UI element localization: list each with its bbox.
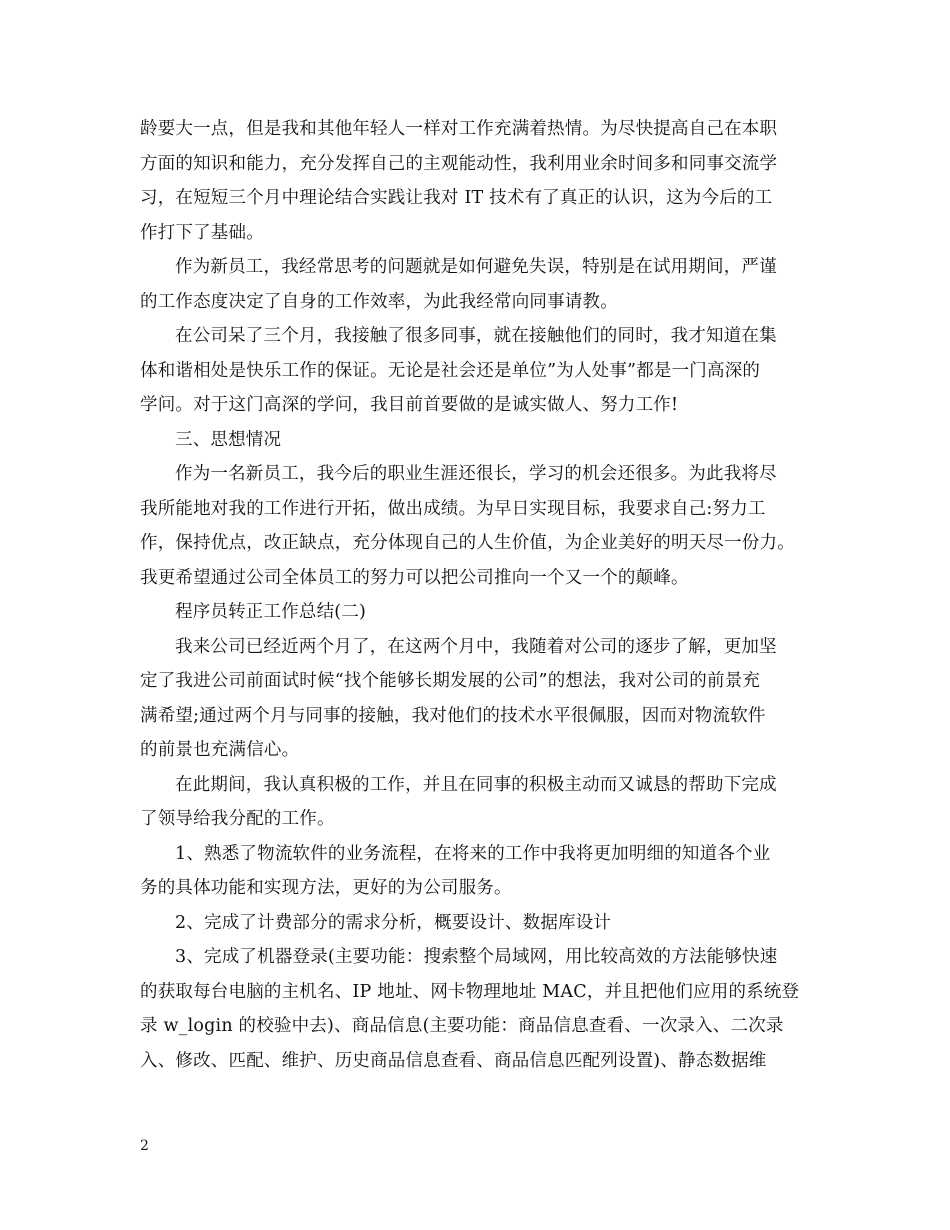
paragraph-line: 了领导给我分配的工作。 <box>140 809 335 829</box>
paragraph <box>140 457 820 595</box>
paragraph-line: 学问。对于这门高深的学问，我目前首要做的是诚实做人、努力工作! <box>140 395 679 415</box>
paragraph <box>140 250 820 319</box>
paragraph-line: 程序员转正工作总结(二) <box>175 602 367 622</box>
paragraph-line: 作为新员工，我经常思考的问题就是如何避免失误，特别是在试用期间，严谨 <box>175 257 777 277</box>
paragraph-line: 习，在短短三个月中理论结合实践让我对 IT 技术有了真正的认识，这为今后的工 <box>140 188 773 208</box>
paragraph-line: 3、完成了机器登录(主要功能：搜索整个局域网，用比较高效的方法能够快速 <box>175 947 778 967</box>
paragraph-line: 入、修改、匹配、维护、历史商品信息查看、商品信息匹配列设置)、静态数据维 <box>140 1050 767 1071</box>
paragraph <box>140 940 820 1078</box>
paragraph-line: 我所能地对我的工作进行开拓，做出成绩。为早日实现目标，我要求自己:努力工 <box>140 498 766 519</box>
paragraph-line: 我更希望通过公司全体员工的努力可以把公司推向一个又一个的颠峰。 <box>140 567 689 588</box>
paragraph-line: 龄要大一点，但是我和其他年轻人一样对工作充满着热情。为尽快提高自己在本职 <box>140 119 778 139</box>
paragraph-line: 作为一名新员工，我今后的职业生涯还很长，学习的机会还很多。为此我将尽 <box>175 464 777 484</box>
paragraph-line: 作打下了基础。 <box>140 222 264 243</box>
paragraph-line: 的前景也充满信心。 <box>140 740 300 760</box>
paragraph-line: 在此期间，我认真积极的工作，并且在同事的积极主动而又诚恳的帮助下完成 <box>175 774 777 795</box>
paragraph <box>140 768 820 837</box>
document-body <box>140 112 820 1078</box>
paragraph <box>140 837 820 906</box>
paragraph-line: 方面的知识和能力，充分发挥自己的主观能动性，我利用业余时间多和同事交流学 <box>140 153 778 174</box>
paragraph-line: 1、熟悉了物流软件的业务流程，在将来的工作中我将更加明细的知道各个业 <box>175 843 771 864</box>
paragraph-line: 务的具体功能和实现方法，更好的为公司服务。 <box>140 878 512 898</box>
paragraph-line: 的获取每台电脑的主机名、IP 地址、网卡物理地址 MAC，并且把他们应用的系统登 <box>140 981 800 1002</box>
paragraph-line: 三、思想情况 <box>175 429 282 450</box>
paragraph <box>140 595 820 630</box>
paragraph-line: 的工作态度决定了自身的工作效率，为此我经常向同事请教。 <box>140 291 618 312</box>
paragraph-line: 2、完成了计费部分的需求分析，概要设计、数据库设计 <box>175 912 612 933</box>
paragraph-line: 我来公司已经近两个月了，在这两个月中，我随着对公司的逐步了解，更加坚 <box>175 636 777 657</box>
paragraph-line: 满希望;通过两个月与同事的接触，我对他们的技术水平很佩服，因而对物流软件 <box>140 705 766 726</box>
page-number: 2 <box>140 1138 149 1154</box>
paragraph-line: 在公司呆了三个月，我接触了很多同事，就在接触他们的同时，我才知道在集 <box>175 326 777 346</box>
paragraph <box>140 423 820 458</box>
paragraph <box>140 319 820 423</box>
paragraph <box>140 906 820 941</box>
paragraph-line: 定了我进公司前面试时候“找个能够长期发展的公司”的想法，我对公司的前景充 <box>140 671 761 691</box>
paragraph <box>140 630 820 768</box>
paragraph <box>140 112 820 250</box>
paragraph-line: 体和谐相处是快乐工作的保证。无论是社会还是单位”为人处事”都是一门高深的 <box>140 360 761 381</box>
paragraph-line: 作，保持优点，改正缺点，充分体现自己的人生价值，为企业美好的明天尽一份力。 <box>140 533 795 553</box>
paragraph-line: 录 w_login 的校验中去)、商品信息(主要功能：商品信息查看、一次录入、二次录 <box>140 1016 784 1036</box>
